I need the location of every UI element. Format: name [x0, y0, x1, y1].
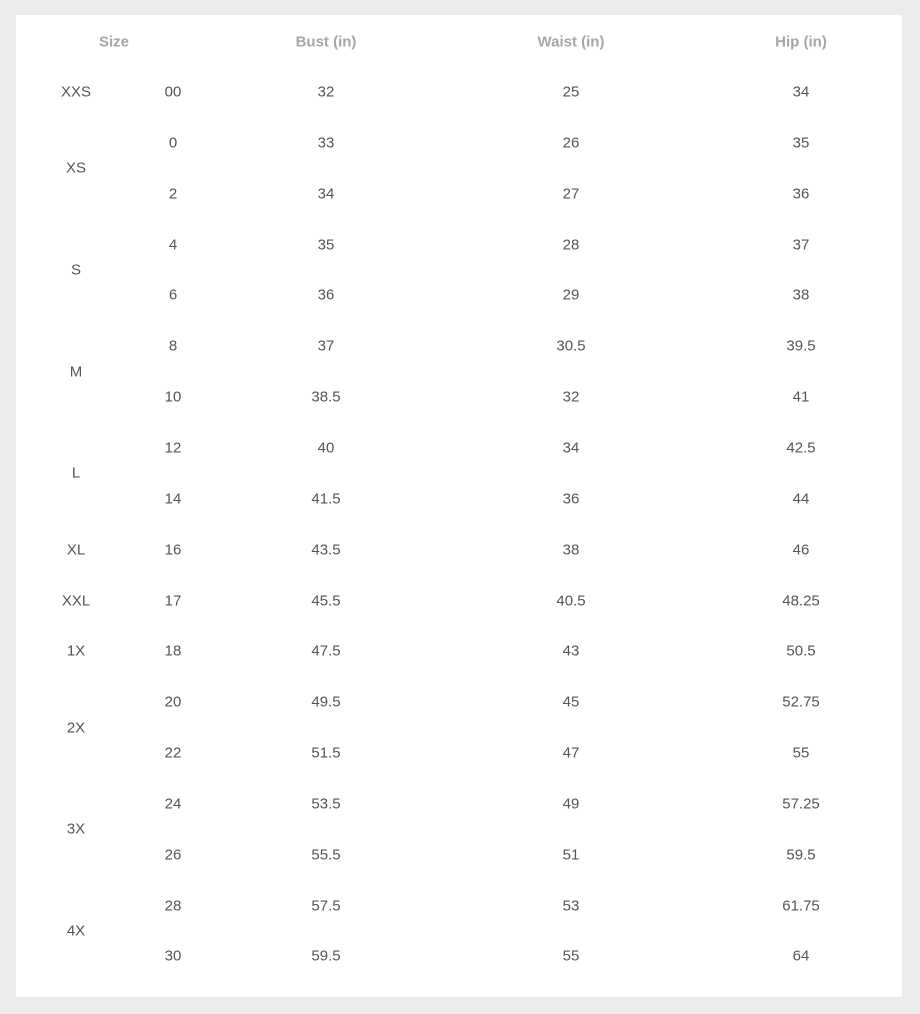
bust-value: 37	[317, 337, 335, 355]
numeric-size: 17	[164, 592, 182, 609]
size-label: 3X	[66, 820, 86, 838]
waist-value: 51	[562, 846, 580, 864]
bust-value: 59.5	[311, 947, 341, 965]
size-label: XS	[65, 159, 87, 177]
hip-value: 42.5	[786, 439, 816, 457]
header-waist: Waist (in)	[537, 33, 605, 51]
numeric-size: 26	[164, 846, 182, 864]
hip-value: 36	[792, 185, 810, 203]
bust-value: 49.5	[311, 693, 341, 711]
waist-value: 28	[562, 236, 580, 254]
waist-value: 27	[562, 185, 580, 203]
hip-value: 39.5	[786, 337, 816, 355]
hip-value: 64	[792, 947, 810, 965]
size-label: XXS	[60, 83, 92, 101]
hip-value: 41	[792, 388, 810, 406]
numeric-size: 12	[164, 439, 182, 457]
bust-value: 47.5	[311, 642, 341, 660]
hip-value: 46	[792, 541, 810, 559]
numeric-size: 4	[168, 236, 178, 254]
size-label: 4X	[66, 922, 86, 940]
waist-value: 29	[562, 286, 580, 304]
bust-value: 32	[317, 83, 335, 101]
waist-value: 34	[562, 439, 580, 457]
numeric-size: 20	[164, 693, 182, 711]
size-label: 1X	[66, 642, 86, 660]
numeric-size: 30	[164, 947, 182, 965]
hip-value: 57.25	[782, 795, 820, 813]
bust-value: 34	[317, 185, 335, 203]
numeric-size: 28	[164, 897, 182, 915]
waist-value: 25	[562, 83, 580, 101]
numeric-size: 00	[164, 83, 182, 101]
bust-value: 45.5	[311, 592, 341, 609]
hip-value: 50.5	[786, 642, 816, 660]
hip-value: 52.75	[782, 693, 820, 711]
waist-value: 49	[562, 795, 580, 813]
numeric-size: 6	[168, 286, 178, 304]
bust-value: 38.5	[311, 388, 341, 406]
bust-value: 51.5	[311, 744, 341, 762]
bust-value: 41.5	[311, 490, 341, 508]
bust-value: 33	[317, 134, 335, 152]
hip-value: 44	[792, 490, 810, 508]
header-bust: Bust (in)	[295, 33, 357, 51]
numeric-size: 18	[164, 642, 182, 660]
waist-value: 30.5	[556, 337, 586, 355]
size-label: XXL	[61, 592, 91, 609]
numeric-size: 24	[164, 795, 182, 813]
hip-value: 48.25	[782, 592, 820, 609]
size-chart-card	[16, 15, 902, 997]
hip-value: 55	[792, 744, 810, 762]
size-label: L	[71, 464, 81, 482]
size-label: XL	[66, 541, 86, 559]
size-label: S	[70, 261, 82, 279]
hip-value: 37	[792, 236, 810, 254]
hip-value: 59.5	[786, 846, 816, 864]
waist-value: 38	[562, 541, 580, 559]
hip-value: 35	[792, 134, 810, 152]
waist-value: 43	[562, 642, 580, 660]
waist-value: 47	[562, 744, 580, 762]
waist-value: 55	[562, 947, 580, 965]
waist-value: 36	[562, 490, 580, 508]
waist-value: 26	[562, 134, 580, 152]
size-label: M	[69, 363, 83, 381]
waist-value: 32	[562, 388, 580, 406]
numeric-size: 10	[164, 388, 182, 406]
header-hip: Hip (in)	[775, 33, 827, 51]
hip-value: 38	[792, 286, 810, 304]
bust-value: 57.5	[311, 897, 341, 915]
numeric-size: 8	[168, 337, 178, 355]
numeric-size: 16	[164, 541, 182, 559]
bust-value: 55.5	[311, 846, 341, 864]
waist-value: 45	[562, 693, 580, 711]
numeric-size: 22	[164, 744, 182, 762]
bust-value: 35	[317, 236, 335, 254]
size-label: 2X	[66, 719, 86, 737]
waist-value: 40.5	[556, 592, 586, 609]
numeric-size: 14	[164, 490, 182, 508]
header-size: Size	[98, 33, 130, 51]
bust-value: 36	[317, 286, 335, 304]
hip-value: 34	[792, 83, 810, 101]
numeric-size: 0	[168, 134, 178, 152]
waist-value: 53	[562, 897, 580, 915]
numeric-size: 2	[168, 185, 178, 203]
bust-value: 40	[317, 439, 335, 457]
bust-value: 43.5	[311, 541, 341, 559]
hip-value: 61.75	[782, 897, 820, 915]
bust-value: 53.5	[311, 795, 341, 813]
